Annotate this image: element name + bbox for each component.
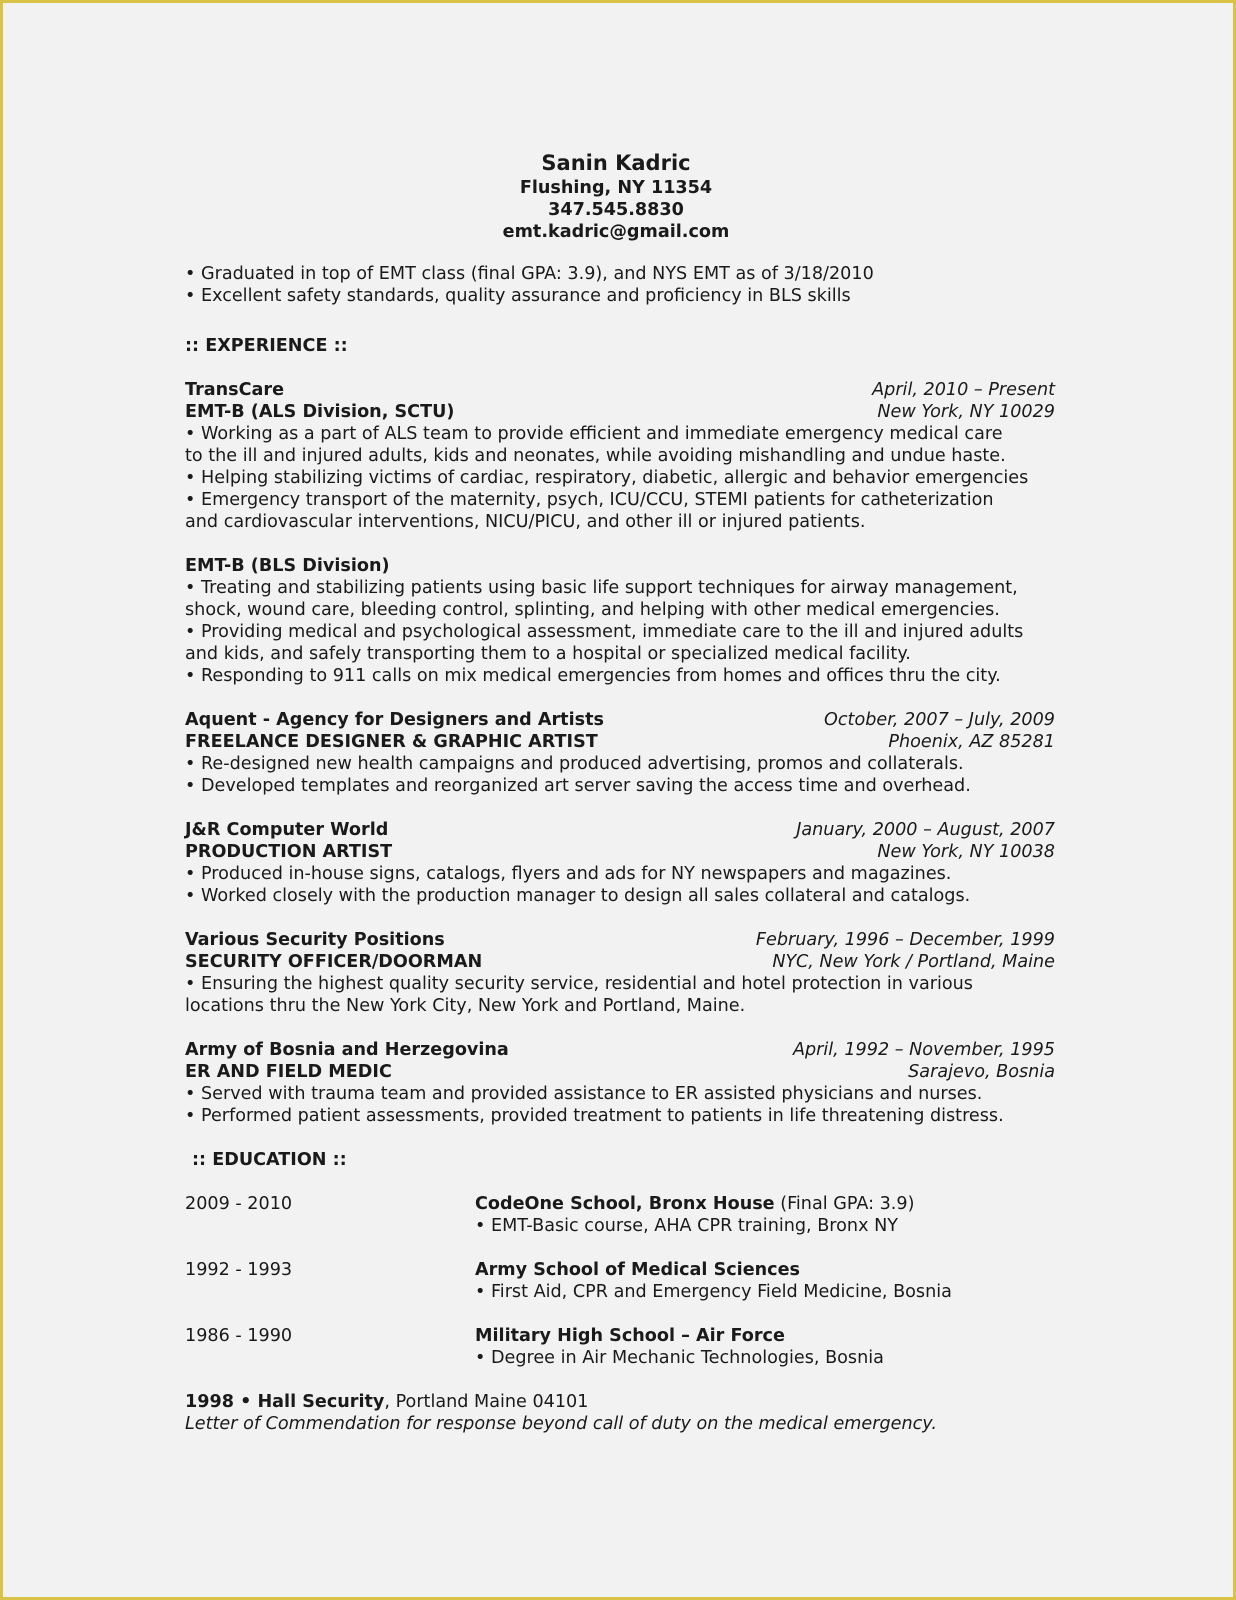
job-bullet: • Working as a part of ALS team to provide efficient and immediate emergency medical care	[185, 424, 1003, 444]
education-school-line	[475, 1259, 1055, 1281]
job-company: Various Security Positions	[185, 930, 445, 950]
job-title: FREELANCE DESIGNER & GRAPHIC ARTIST	[185, 732, 598, 752]
education-description: • Degree in Air Mechanic Technologies, Bosnia	[475, 1348, 884, 1368]
candidate-name: Sanin Kadric	[541, 151, 691, 175]
job-place: NYC, New York / Portland, Maine	[772, 952, 1055, 972]
award-line	[185, 1391, 1055, 1413]
job-title-row	[185, 1061, 1055, 1083]
job-dates: October, 2007 – July, 2009	[824, 710, 1055, 730]
experience-heading: :: EXPERIENCE ::	[185, 336, 348, 356]
job-dates: April, 1992 – November, 1995	[792, 1040, 1055, 1060]
job-title-row	[185, 731, 1055, 753]
education-description: • First Aid, CPR and Emergency Field Medicine, Bosnia	[475, 1282, 952, 1302]
education-entry	[185, 1325, 1055, 1369]
candidate-location: Flushing, NY 11354	[519, 178, 713, 198]
job-title: PRODUCTION ARTIST	[185, 842, 393, 862]
award-lead: 1998 • Hall Security	[185, 1392, 385, 1412]
job-bullet: and kids, and safely transporting them to a hospital or specialized medical facility.	[185, 644, 911, 664]
job-place: New York, NY 10038	[877, 842, 1055, 862]
summary-line: • Graduated in top of EMT class (final GPA: 3.9), and NYS EMT as of 3/18/2010	[185, 264, 874, 284]
summary-line: • Excellent safety standards, quality assurance and proficiency in BLS skills	[185, 286, 851, 306]
education-description: • EMT-Basic course, AHA CPR training, Bronx NY	[475, 1216, 898, 1236]
job-company: Aquent - Agency for Designers and Artists	[185, 710, 604, 730]
job-title-row	[185, 951, 1055, 973]
job-bullet: • Emergency transport of the maternity, psych, ICU/CCU, STEMI patients for catheterization	[185, 490, 994, 510]
education-detail	[475, 1259, 1055, 1303]
education-note: (Final GPA: 3.9)	[774, 1194, 915, 1214]
job-company: Army of Bosnia and Herzegovina	[185, 1040, 509, 1060]
candidate-phone: 347.545.8830	[548, 200, 684, 220]
job-place: Sarajevo, Bosnia	[908, 1062, 1055, 1082]
education-detail	[475, 1325, 1055, 1369]
job-dates: January, 2000 – August, 2007	[796, 820, 1055, 840]
job-bullet: • Served with trauma team and provided assistance to ER assisted physicians and nurses.	[185, 1084, 983, 1104]
job-entry	[185, 555, 1055, 687]
job-dates: February, 1996 – December, 1999	[755, 930, 1055, 950]
job-bullet: • Produced in-house signs, catalogs, flyers and ads for NY newspapers and magazines.	[185, 864, 952, 884]
award	[185, 1391, 1055, 1435]
job-bullet: • Developed templates and reorganized art server saving the access time and overhead.	[185, 776, 971, 796]
job-bullet: • Providing medical and psychological assessment, immediate care to the ill and injured adults	[185, 622, 1024, 642]
education-entry	[185, 1193, 1055, 1237]
job-company-row	[185, 1039, 1055, 1061]
job-title: EMT-B (ALS Division, SCTU)	[185, 402, 455, 422]
job-bullet: • Helping stabilizing victims of cardiac, respiratory, diabetic, allergic and behavior emergencies	[185, 468, 1029, 488]
education-school-line	[475, 1325, 1055, 1347]
education-heading: :: EDUCATION ::	[192, 1150, 347, 1170]
job-title: SECURITY OFFICER/DOORMAN	[185, 952, 483, 972]
education-school-line	[475, 1193, 1055, 1215]
job-place: New York, NY 10029	[877, 402, 1055, 422]
award-description: Letter of Commendation for response beyond call of duty on the medical emergency.	[185, 1414, 937, 1434]
education-years: 1986 - 1990	[185, 1326, 293, 1346]
job-title-row	[185, 555, 1055, 577]
job-company: J&R Computer World	[185, 820, 389, 840]
education-years: 2009 - 2010	[185, 1194, 293, 1214]
job-title: EMT-B (BLS Division)	[185, 556, 390, 576]
education-list	[185, 1193, 1055, 1369]
job-company: TransCare	[185, 380, 285, 400]
education-school: CodeOne School, Bronx House	[475, 1194, 775, 1214]
job-bullet: • Ensuring the highest quality security service, residential and hotel protection in various	[185, 974, 973, 994]
job-entry	[185, 819, 1055, 907]
job-company-row	[185, 819, 1055, 841]
resume-content	[185, 149, 1055, 1435]
education-entry	[185, 1259, 1055, 1303]
job-entry	[185, 379, 1055, 533]
job-company-row	[185, 929, 1055, 951]
education-detail	[475, 1193, 1055, 1237]
job-bullet: and cardiovascular interventions, NICU/PICU, and other ill or injured patients.	[185, 512, 866, 532]
education-years: 1992 - 1993	[185, 1260, 293, 1280]
job-title-row	[185, 841, 1055, 863]
job-bullet: to the ill and injured adults, kids and neonates, while avoiding mishandling and undue haste.	[185, 446, 1006, 466]
job-place: Phoenix, AZ 85281	[888, 732, 1055, 752]
education-school: Military High School – Air Force	[475, 1326, 785, 1346]
job-bullet: • Performed patient assessments, provided treatment to patients in life threatening distress.	[185, 1106, 1004, 1126]
summary	[185, 263, 1055, 307]
job-bullet: • Re-designed new health campaigns and produced advertising, promos and collaterals.	[185, 754, 964, 774]
job-title-row	[185, 401, 1055, 423]
education-school: Army School of Medical Sciences	[475, 1260, 800, 1280]
job-entry	[185, 929, 1055, 1017]
job-company-row	[185, 379, 1055, 401]
job-bullet: • Responding to 911 calls on mix medical emergencies from homes and offices thru the city.	[185, 666, 1001, 686]
experience-list	[185, 379, 1055, 1127]
resume-page	[3, 3, 1233, 1597]
resume-header	[181, 149, 1051, 243]
job-company-row	[185, 709, 1055, 731]
job-bullet: locations thru the New York City, New York and Portland, Maine.	[185, 996, 746, 1016]
job-dates: April, 2010 – Present	[872, 380, 1055, 400]
award-rest: , Portland Maine 04101	[384, 1392, 589, 1412]
job-bullet: • Treating and stabilizing patients using basic life support techniques for airway management,	[185, 578, 1018, 598]
candidate-email: emt.kadric@gmail.com	[502, 222, 730, 242]
job-entry	[185, 1039, 1055, 1127]
job-bullet: shock, wound care, bleeding control, splinting, and helping with other medical emergencies.	[185, 600, 1000, 620]
job-bullet: • Worked closely with the production manager to design all sales collateral and catalogs.	[185, 886, 971, 906]
job-title: ER AND FIELD MEDIC	[185, 1062, 392, 1082]
job-entry	[185, 709, 1055, 797]
